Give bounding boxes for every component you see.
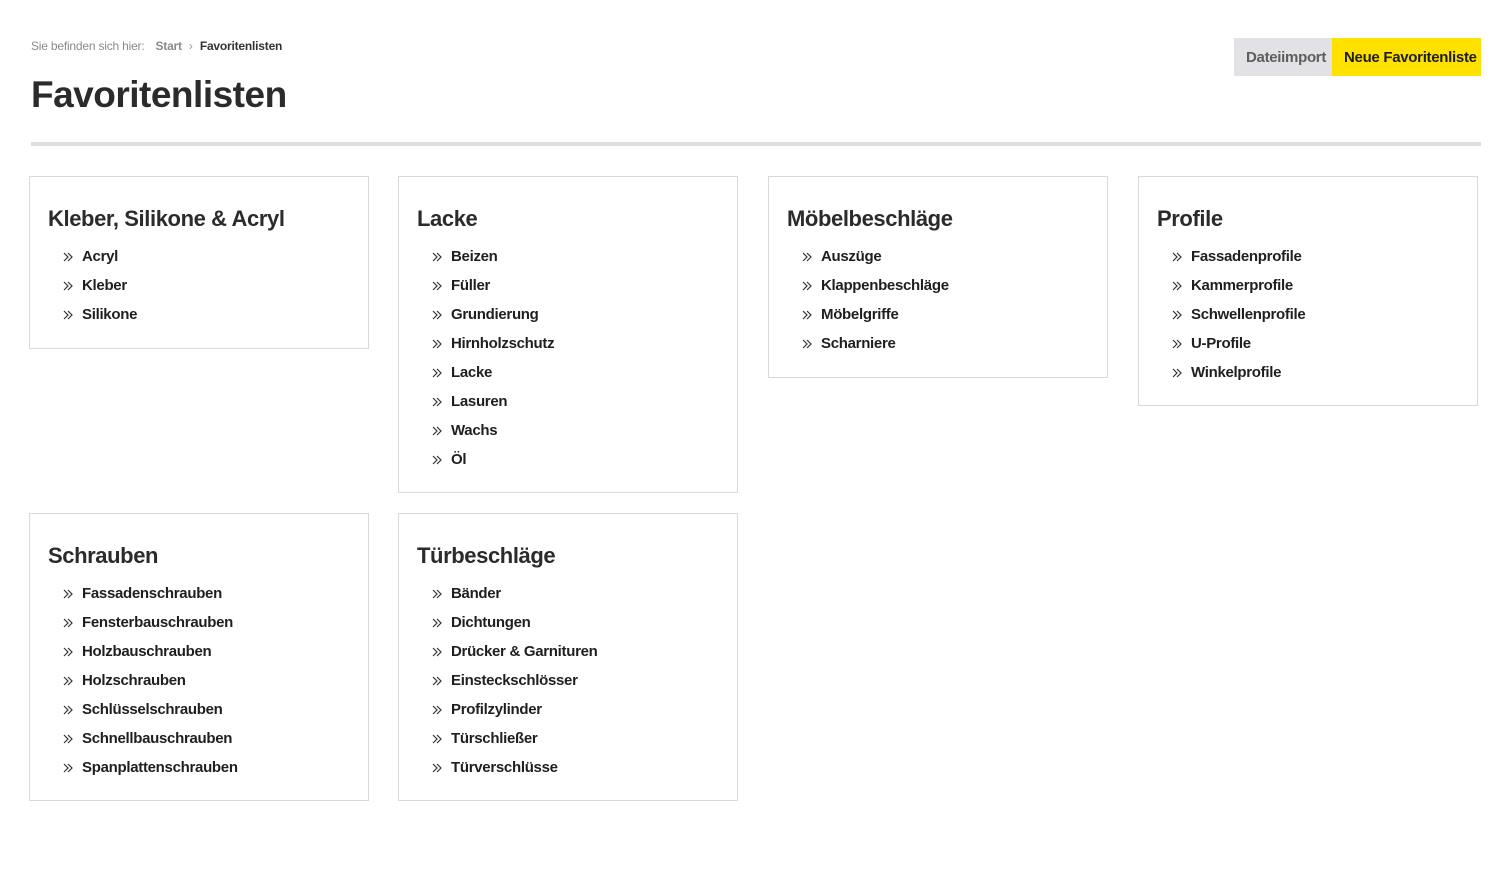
double-chevron-right-icon [432,618,444,628]
double-chevron-right-icon [432,252,444,262]
favorite-list-link[interactable] [432,753,719,782]
double-chevron-right-icon [432,339,444,349]
favorite-list-link[interactable] [802,329,1089,358]
favorite-list-link[interactable] [432,271,719,300]
double-chevron-right-icon [432,397,444,407]
favorite-list-label: Winkelprofile [1191,364,1282,381]
favorite-list-link[interactable] [432,416,719,445]
favorite-list-link[interactable] [63,579,350,608]
double-chevron-right-icon [1172,339,1184,349]
category-title: Lacke [417,206,478,231]
favorite-list-label: Holzschrauben [82,672,186,689]
favorite-list-link[interactable] [1172,329,1459,358]
double-chevron-right-icon [1172,310,1184,320]
favorite-list-link[interactable] [63,724,350,753]
favorite-list-label: Fensterbauschrauben [82,614,234,631]
favorite-list-label: Kammerprofile [1191,277,1293,294]
favorite-list-link[interactable] [63,271,350,300]
double-chevron-right-icon [63,252,75,262]
favorite-list-label: Klappenbeschläge [821,277,949,294]
title-divider [31,142,1481,146]
favorite-list-label: Lasuren [451,393,508,410]
category-list [787,242,1089,358]
category-card [398,176,738,493]
favorite-list-label: Dichtungen [451,614,531,631]
favorite-list-link[interactable] [432,608,719,637]
favorite-list-label: Türverschlüsse [451,759,558,776]
favorite-list-link[interactable] [63,300,350,329]
category-list [417,579,719,782]
category-card [398,513,738,801]
favorite-list-label: Hirnholzschutz [451,335,555,352]
favorite-list-label: Drücker & Garnituren [451,643,598,660]
favorite-list-label: Türschließer [451,730,538,747]
favorite-list-label: Lacke [451,364,493,381]
double-chevron-right-icon [432,310,444,320]
favorite-list-link[interactable] [63,608,350,637]
favorite-list-link[interactable] [432,724,719,753]
category-list [417,242,719,474]
favorite-list-link[interactable] [1172,300,1459,329]
double-chevron-right-icon [432,455,444,465]
favorite-list-link[interactable] [802,271,1089,300]
favorite-list-link[interactable] [432,300,719,329]
double-chevron-right-icon [63,705,75,715]
favorite-list-label: Spanplattenschrauben [82,759,238,776]
breadcrumb-prefix: Sie befinden sich hier: [31,39,145,53]
breadcrumb [31,39,282,53]
favorite-list-label: Möbelgriffe [821,306,899,323]
breadcrumb-current: Favoritenlisten [199,39,283,53]
favorite-list-link[interactable] [432,242,719,271]
page-title: Favoritenlisten [31,74,287,115]
category-title: Profile [1157,206,1223,231]
favorite-list-label: Wachs [451,422,498,439]
favorite-list-link[interactable] [802,300,1089,329]
favorite-list-label: Grundierung [451,306,539,323]
category-list [48,579,350,782]
breadcrumb-link-start[interactable]: Start [155,39,182,53]
favorite-list-label: Schnellbauschrauben [82,730,233,747]
category-title: Türbeschläge [417,543,556,568]
favorite-list-link[interactable] [432,329,719,358]
favorite-list-label: Fassadenschrauben [82,585,222,602]
favorite-list-link[interactable] [432,637,719,666]
favorite-list-link[interactable] [432,358,719,387]
favorite-list-label: Schwellenprofile [1191,306,1306,323]
double-chevron-right-icon [63,618,75,628]
category-card [29,176,369,349]
double-chevron-right-icon [432,368,444,378]
favorite-list-link[interactable] [432,695,719,724]
favorite-list-label: Schlüsselschrauben [82,701,223,718]
favorite-list-link[interactable] [432,387,719,416]
favorite-list-label: U-Profile [1191,335,1251,352]
header-actions [1234,38,1481,76]
favorite-list-label: Einsteckschlösser [451,672,578,689]
favorite-list-link[interactable] [1172,271,1459,300]
category-title: Möbelbeschläge [787,206,953,231]
favorite-list-label: Scharniere [821,335,896,352]
favorite-list-link[interactable] [432,579,719,608]
category-card [29,513,369,801]
favorite-list-link[interactable] [802,242,1089,271]
favorite-list-link[interactable] [63,753,350,782]
favorite-list-link[interactable] [63,242,350,271]
favorite-list-label: Öl [451,451,467,468]
category-card [768,176,1108,378]
favorite-list-label: Beizen [451,248,498,265]
double-chevron-right-icon [1172,368,1184,378]
double-chevron-right-icon [63,734,75,744]
double-chevron-right-icon [432,426,444,436]
favorite-list-label: Auszüge [821,248,882,265]
favorite-list-label: Kleber [82,277,127,294]
favorite-list-label: Holzbauschrauben [82,643,212,660]
favorite-list-label: Fassadenprofile [1191,248,1302,265]
category-card [1138,176,1478,406]
double-chevron-right-icon [63,589,75,599]
double-chevron-right-icon [432,281,444,291]
favorite-list-label: Füller [451,277,491,294]
double-chevron-right-icon [432,734,444,744]
double-chevron-right-icon [63,647,75,657]
category-title: Kleber, Silikone & Acryl [48,206,285,231]
double-chevron-right-icon [1172,281,1184,291]
double-chevron-right-icon [432,647,444,657]
double-chevron-right-icon [63,763,75,773]
favorite-list-link[interactable] [1172,358,1459,387]
category-list [48,242,350,329]
double-chevron-right-icon [802,281,814,291]
double-chevron-right-icon [432,676,444,686]
category-title: Schrauben [48,543,159,568]
favorite-list-link[interactable] [63,695,350,724]
favorite-list-link[interactable] [432,445,719,474]
favorite-list-label: Silikone [82,306,138,323]
category-list [1157,242,1459,387]
favorite-list-link[interactable] [63,666,350,695]
file-import-button[interactable]: Dateiimport [1234,38,1332,76]
double-chevron-right-icon [802,252,814,262]
breadcrumb-separator: › [188,39,193,53]
double-chevron-right-icon [1172,252,1184,262]
double-chevron-right-icon [63,676,75,686]
double-chevron-right-icon [432,589,444,599]
double-chevron-right-icon [802,339,814,349]
favorite-list-link[interactable] [63,637,350,666]
double-chevron-right-icon [432,705,444,715]
double-chevron-right-icon [63,281,75,291]
double-chevron-right-icon [63,310,75,320]
favorite-list-label: Profilzylinder [451,701,542,718]
new-favorite-list-button[interactable]: Neue Favoritenliste [1332,38,1481,76]
double-chevron-right-icon [802,310,814,320]
favorite-list-label: Bänder [451,585,501,602]
double-chevron-right-icon [432,763,444,773]
favorite-list-label: Acryl [82,248,119,265]
favorite-list-link[interactable] [1172,242,1459,271]
favorite-list-link[interactable] [432,666,719,695]
